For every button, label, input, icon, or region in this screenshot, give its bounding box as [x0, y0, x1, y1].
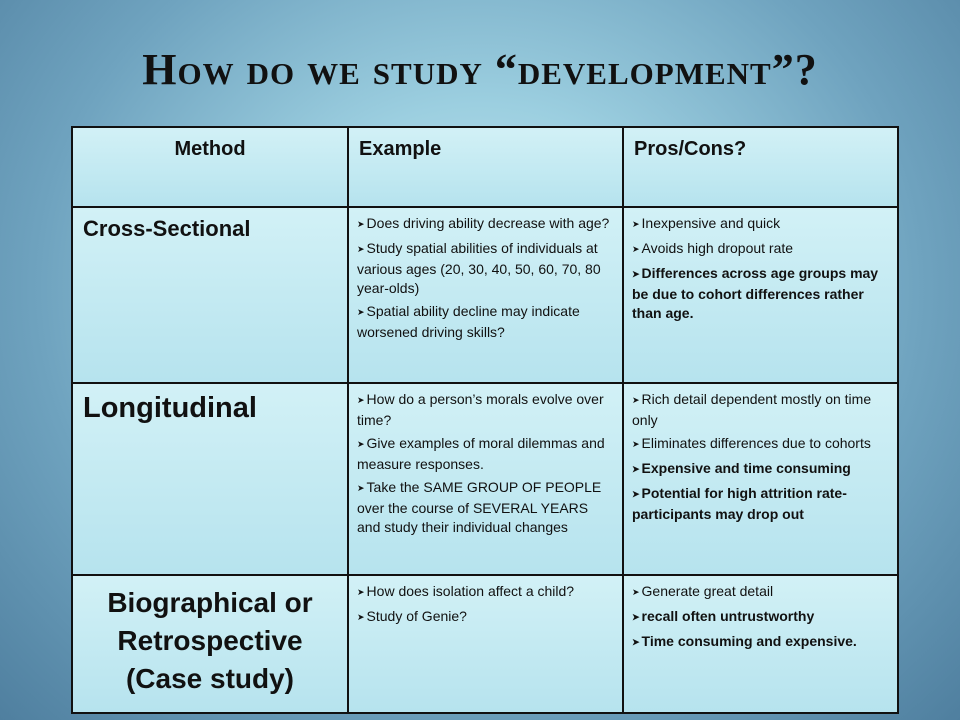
- bullet-text: Potential for high attrition rate- participants may drop out: [632, 485, 847, 522]
- arrow-bullet-icon: ➤: [357, 307, 365, 317]
- bullet-text: Give examples of moral dilemmas and measure responses.: [357, 435, 605, 472]
- arrow-bullet-icon: ➤: [357, 244, 365, 254]
- arrow-bullet-icon: ➤: [632, 269, 640, 279]
- method-cell: Biographical or Retrospective (Case study): [72, 575, 348, 713]
- slide-title: How do we study “development”?: [142, 45, 818, 94]
- bullet-item: [357, 478, 614, 537]
- bullet-text: How do a person’s morals evolve over time?: [357, 391, 604, 428]
- method-cell: Longitudinal: [72, 383, 348, 575]
- bullet-text: Eliminates differences due to cohorts: [641, 435, 871, 451]
- bullet-item: [632, 390, 889, 430]
- bullet-item: [632, 214, 889, 235]
- header-example: Example: [348, 127, 623, 207]
- arrow-bullet-icon: ➤: [357, 439, 365, 449]
- method-cell: Cross-Sectional: [72, 207, 348, 383]
- bullet-text: Avoids high dropout rate: [641, 240, 794, 256]
- bullet-item: [632, 239, 889, 260]
- bullet-item: [632, 434, 889, 455]
- bullet-text: How does isolation affect a child?: [366, 583, 575, 599]
- bullet-item: [632, 607, 889, 628]
- table-header-row: [72, 127, 898, 207]
- table-row-biographical: [72, 575, 898, 713]
- bullet-text: Spatial ability decline may indicate worsened driving skills?: [357, 303, 580, 340]
- bullet-item: [357, 434, 614, 474]
- bullet-item: [357, 582, 614, 603]
- pros-cons-cell: [623, 207, 898, 383]
- bullet-text: Time consuming and expensive.: [641, 633, 857, 649]
- bullet-item: [632, 264, 889, 323]
- arrow-bullet-icon: ➤: [632, 244, 640, 254]
- arrow-bullet-icon: ➤: [357, 587, 365, 597]
- arrow-bullet-icon: ➤: [632, 395, 640, 405]
- bullet-text: recall often untrustworthy: [641, 608, 815, 624]
- arrow-bullet-icon: ➤: [632, 439, 640, 449]
- pros-cons-cell: [623, 575, 898, 713]
- bullet-text: Take the SAME GROUP OF PEOPLE over the course of SEVERAL YEARS and study their individual changes: [357, 479, 602, 535]
- examples-cell: [348, 207, 623, 383]
- bullet-text: Differences across age groups may be due to cohort differences rather than age.: [632, 265, 879, 321]
- bullet-text: Expensive and time consuming: [641, 460, 851, 476]
- arrow-bullet-icon: ➤: [357, 395, 365, 405]
- arrow-bullet-icon: ➤: [632, 219, 640, 229]
- arrow-bullet-icon: ➤: [632, 637, 640, 647]
- header-method: Method: [72, 127, 348, 207]
- examples-cell: [348, 383, 623, 575]
- table-row-cross-sectional: [72, 207, 898, 383]
- bullet-item: [357, 214, 614, 235]
- bullet-text: Study of Genie?: [366, 608, 467, 624]
- table-row-longitudinal: [72, 383, 898, 575]
- arrow-bullet-icon: ➤: [632, 587, 640, 597]
- bullet-item: [632, 582, 889, 603]
- bullet-item: [357, 302, 614, 342]
- bullet-text: Generate great detail: [641, 583, 774, 599]
- header-pros-cons: Pros/Cons?: [623, 127, 898, 207]
- methods-table: [71, 126, 899, 714]
- bullet-text: Inexpensive and quick: [641, 215, 781, 231]
- arrow-bullet-icon: ➤: [357, 612, 365, 622]
- arrow-bullet-icon: ➤: [632, 464, 640, 474]
- bullet-item: [632, 484, 889, 524]
- bullet-item: [357, 239, 614, 298]
- bullet-text: Rich detail dependent mostly on time only: [632, 391, 872, 428]
- bullet-text: Does driving ability decrease with age?: [366, 215, 610, 231]
- examples-cell: [348, 575, 623, 713]
- pros-cons-cell: [623, 383, 898, 575]
- bullet-item: [357, 607, 614, 628]
- arrow-bullet-icon: ➤: [632, 612, 640, 622]
- bullet-text: Study spatial abilities of individuals at various ages (20, 30, 40, 50, 60, 70, 80 year-olds): [357, 240, 601, 296]
- bullet-item: [357, 390, 614, 430]
- arrow-bullet-icon: ➤: [357, 483, 365, 493]
- bullet-item: [632, 632, 889, 653]
- arrow-bullet-icon: ➤: [632, 489, 640, 499]
- bullet-item: [632, 459, 889, 480]
- arrow-bullet-icon: ➤: [357, 219, 365, 229]
